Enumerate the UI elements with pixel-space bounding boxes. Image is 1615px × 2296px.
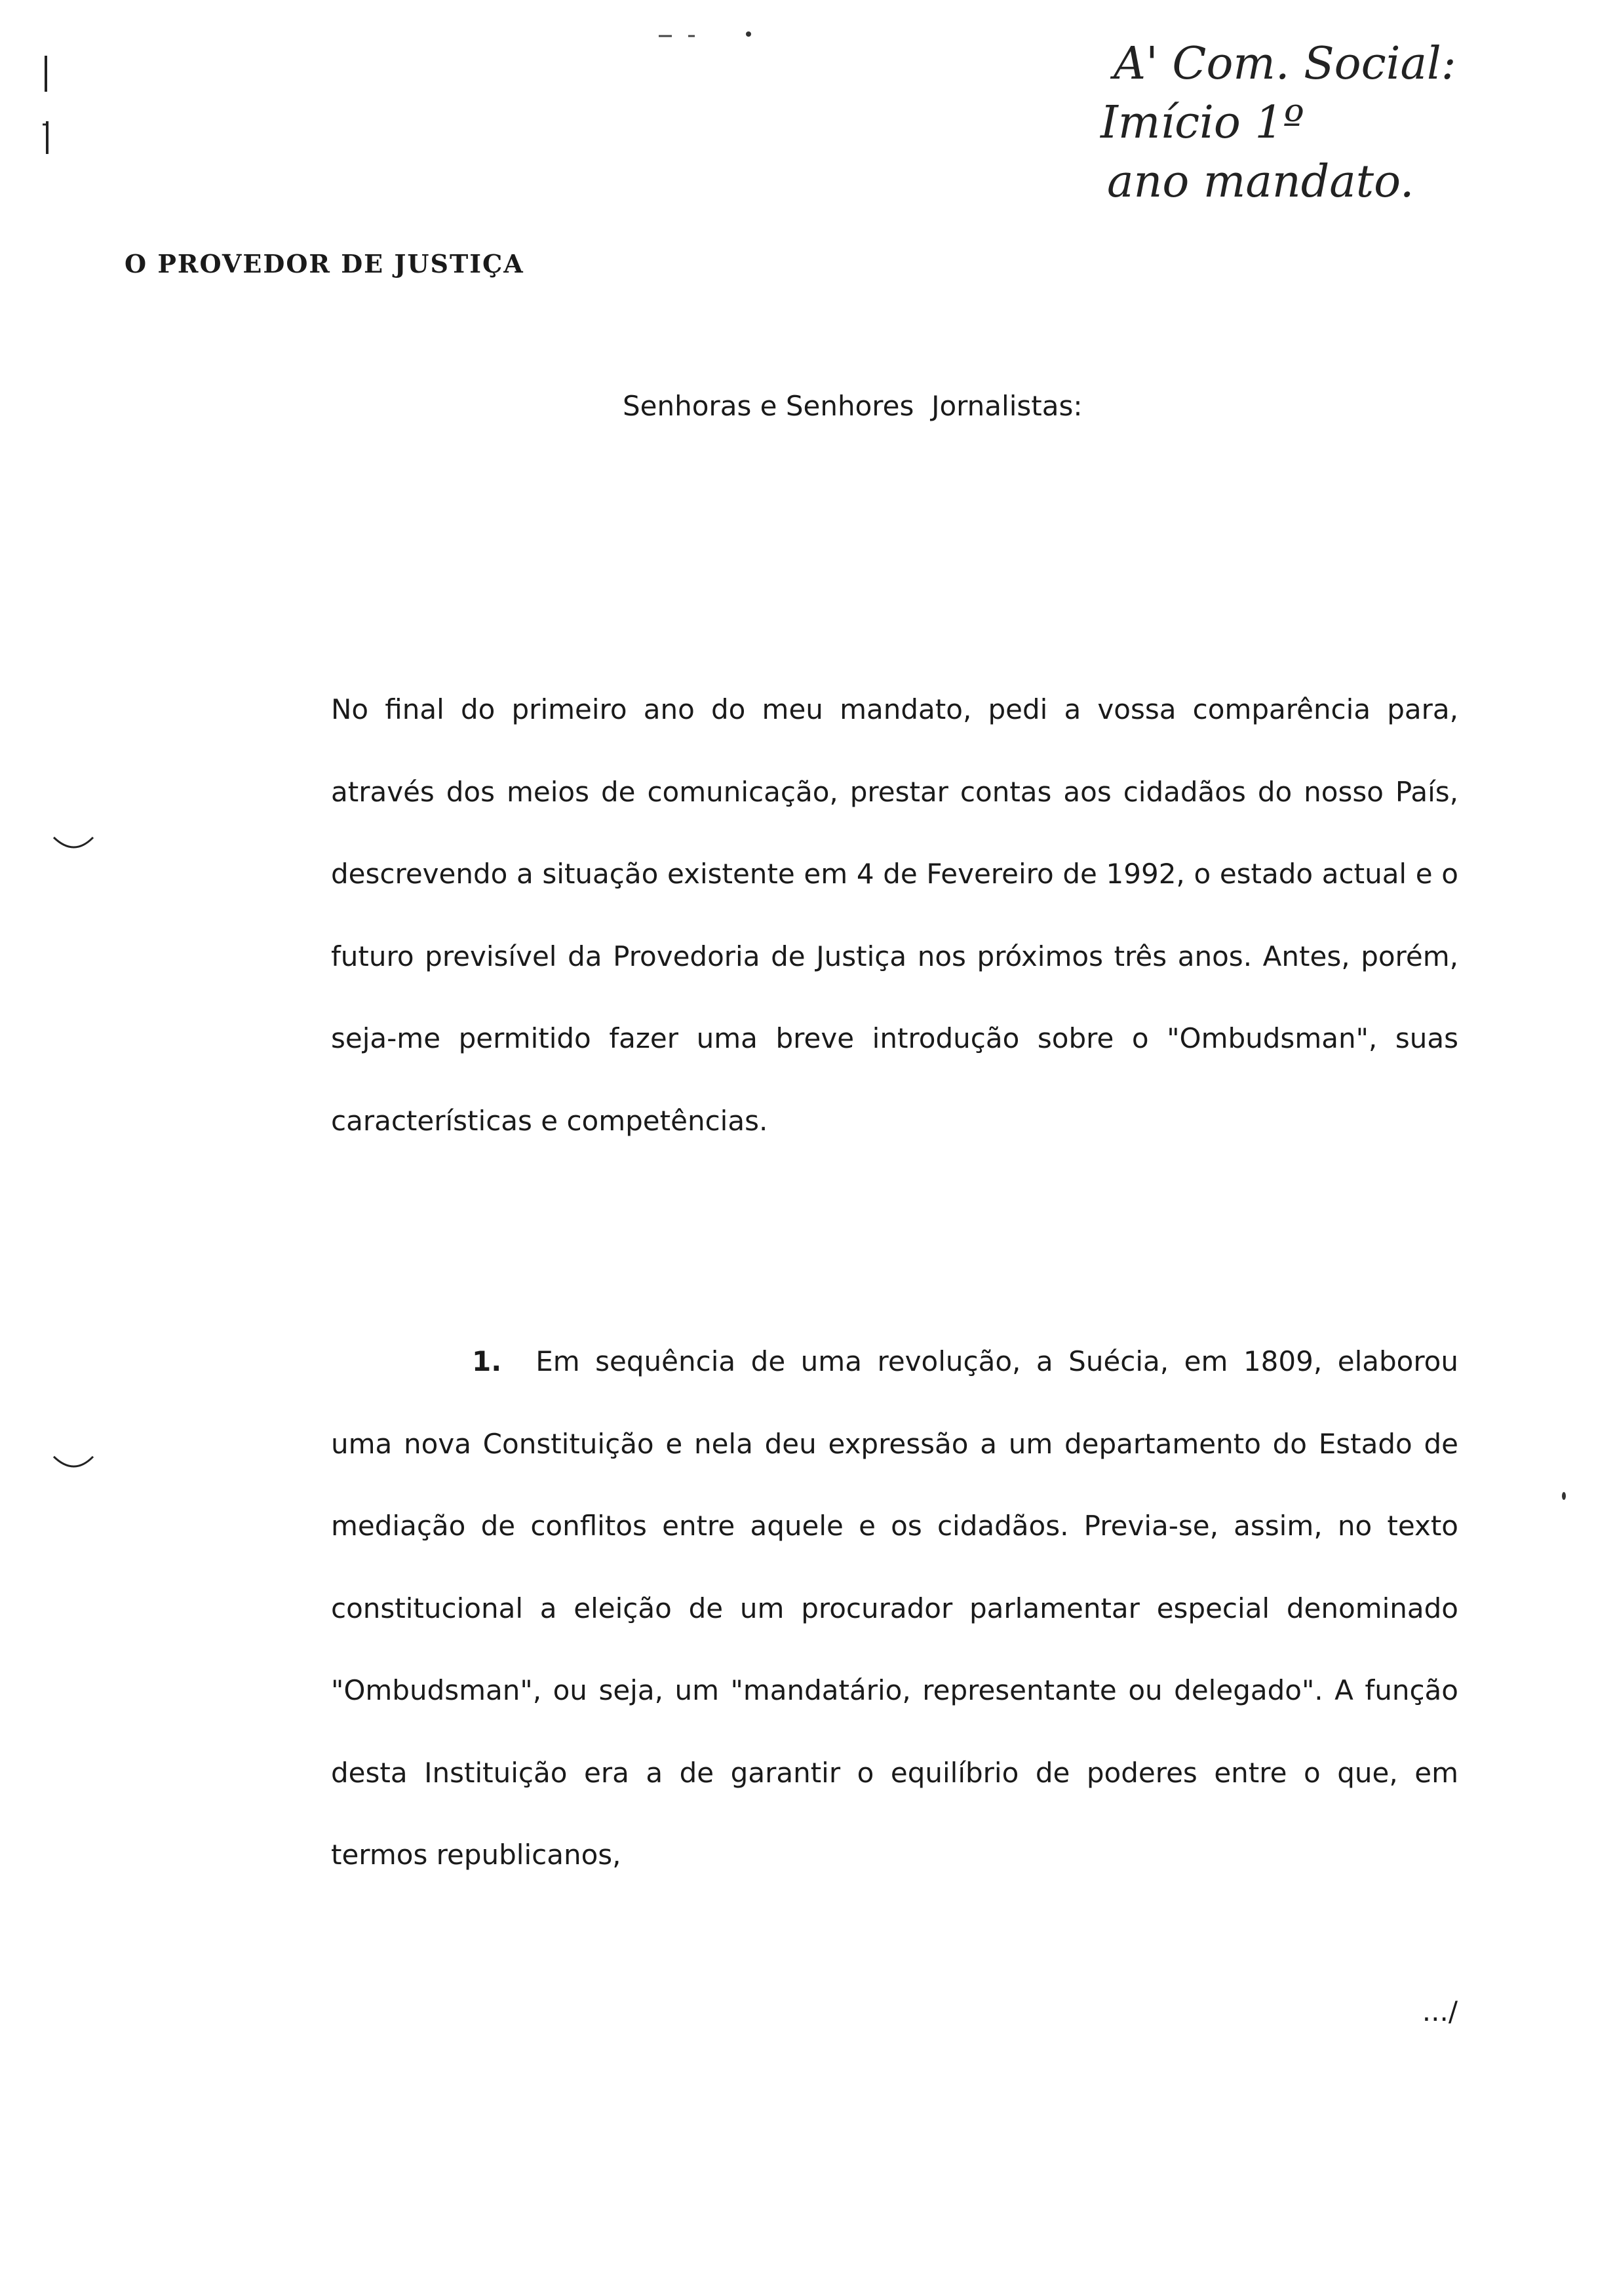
page-continuation-mark: .../ <box>1422 1995 1458 2027</box>
handwritten-annotation <box>1094 33 1513 210</box>
paragraph-1 <box>331 1320 1458 1896</box>
scan-speck <box>1560 1491 1568 1501</box>
binding-mark <box>41 52 54 157</box>
salutation: Senhoras e Senhores Jornalistas: <box>623 390 1083 422</box>
hole-punch-mark <box>51 1451 97 1478</box>
institution-header: O PROVEDOR DE JUSTIÇA <box>125 249 524 278</box>
handwritten-line: ano mandato. <box>1107 156 1414 208</box>
paragraph-intro: No final do primeiro ano do meu mandato, pedi a vossa comparência para, através dos meios de comunicação, prestar contas aos cidadãos do nosso País, descrevendo a situação existente em 4 de Fevereiro de 1992, o estado actual e o futuro previsível da Provedoria de Justiça nos próximos três anos. Antes, porém, seja-me permitido fazer uma breve introdução sobre o "Ombudsman", suas características e competências. <box>331 693 1458 1137</box>
scan-speck <box>655 26 760 46</box>
paragraph-1-text: Em sequência de uma revolução, a Suécia, em 1809, elaborou uma nova Constituição e nela deu expressão a um departamento do Estado de mediação de conflitos entre aquele e os cidadãos. Previa-se, assim, no texto constitucional a eleição de um procurador parlamentar especial denominado "Ombudsman", ou seja, um "mandatário, representante ou delegado". A função desta Instituição era a de garantir o equilíbrio de poderes entre o que, em termos republicanos, <box>331 1345 1458 1871</box>
handwritten-line: Imício 1º <box>1100 97 1304 149</box>
handwritten-line: A' Com. Social: <box>1114 38 1456 90</box>
hole-punch-mark <box>51 832 97 858</box>
paragraph-number: 1. <box>472 1345 502 1377</box>
